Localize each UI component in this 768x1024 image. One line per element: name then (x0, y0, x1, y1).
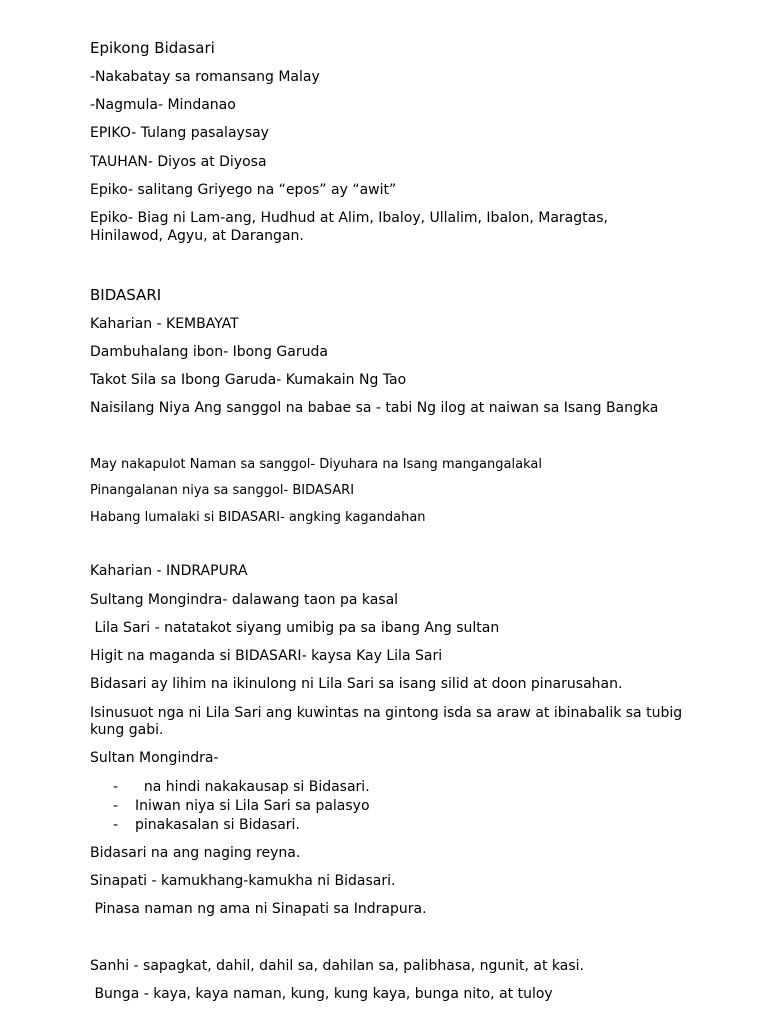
bullet-text: na hindi nakakausap si Bidasari. (135, 779, 370, 795)
bullet-marker: - (113, 798, 119, 814)
bullet-marker: - (113, 779, 119, 795)
text-line: Epiko- salitang Griyego na “epos” ay “awit” (90, 182, 397, 198)
bullet-item (113, 816, 300, 834)
text-line: EPIKO- Tulang pasalaysay (90, 125, 269, 141)
text-line: Takot Sila sa Ibong Garuda- Kumakain Ng Tao (90, 372, 407, 388)
text-line: Sultan Mongindra- (90, 750, 219, 766)
bullet-item (113, 797, 370, 815)
text-line: Sultang Mongindra- dalawang taon pa kasal (90, 592, 399, 608)
text-line-bunga: Bunga - kaya, kaya naman, kung, kung kaya, bunga nito, at tuloy (90, 986, 553, 1002)
bullet-text: pinakasalan si Bidasari. (135, 817, 300, 833)
text-line: Bidasari ay lihim na ikinulong ni Lila Sari sa isang silid at doon pinarusahan. (90, 676, 623, 692)
text-line: Naisilang Niya Ang sanggol na babae sa - tabi Ng ilog at naiwan sa Isang Bangka (90, 400, 659, 416)
text-line: Hinilawod, Agyu, at Darangan. (90, 228, 304, 244)
section-title-epikong-bidasari: Epikong Bidasari (90, 39, 215, 57)
text-line: Kaharian - KEMBAYAT (90, 316, 239, 332)
text-line-sanhi: Sanhi - sapagkat, dahil, dahil sa, dahilan sa, palibhasa, ngunit, at kasi. (90, 958, 584, 974)
text-line: -Nakabatay sa romansang Malay (90, 69, 320, 85)
bullet-marker: - (113, 817, 119, 833)
text-line: Lila Sari - natatakot siyang umibig pa sa ibang Ang sultan (90, 620, 500, 636)
text-line: TAUHAN- Diyos at Diyosa (90, 154, 267, 170)
text-line: Pinasa naman ng ama ni Sinapati sa Indrapura. (90, 901, 427, 917)
text-line: -Nagmula- Mindanao (90, 97, 236, 113)
text-line-small: May nakapulot Naman sa sanggol- Diyuhara na Isang mangangalakal (90, 457, 542, 472)
text-line: Dambuhalang ibon- Ibong Garuda (90, 344, 328, 360)
bullet-text: Iniwan niya si Lila Sari sa palasyo (135, 798, 370, 814)
text-line: Bidasari na ang naging reyna. (90, 845, 301, 861)
text-line: Isinusuot nga ni Lila Sari ang kuwintas na gintong isda sa araw at ibinabalik sa tubig (90, 705, 683, 721)
section-title-bidasari: BIDASARI (90, 286, 162, 304)
bullet-item (113, 778, 370, 796)
text-line: kung gabi. (90, 722, 164, 738)
text-line-small: Pinangalanan niya sa sanggol- BIDASARI (90, 483, 355, 498)
text-line-small: Habang lumalaki si BIDASARI- angking kagandahan (90, 510, 426, 525)
text-line: Sinapati - kamukhang-kamukha ni Bidasari. (90, 873, 396, 889)
text-line: Kaharian - INDRAPURA (90, 563, 248, 579)
text-line: Epiko- Biag ni Lam-ang, Hudhud at Alim, Ibaloy, Ullalim, Ibalon, Maragtas, (90, 210, 608, 226)
text-line: Higit na maganda si BIDASARI- kaysa Kay Lila Sari (90, 648, 443, 664)
